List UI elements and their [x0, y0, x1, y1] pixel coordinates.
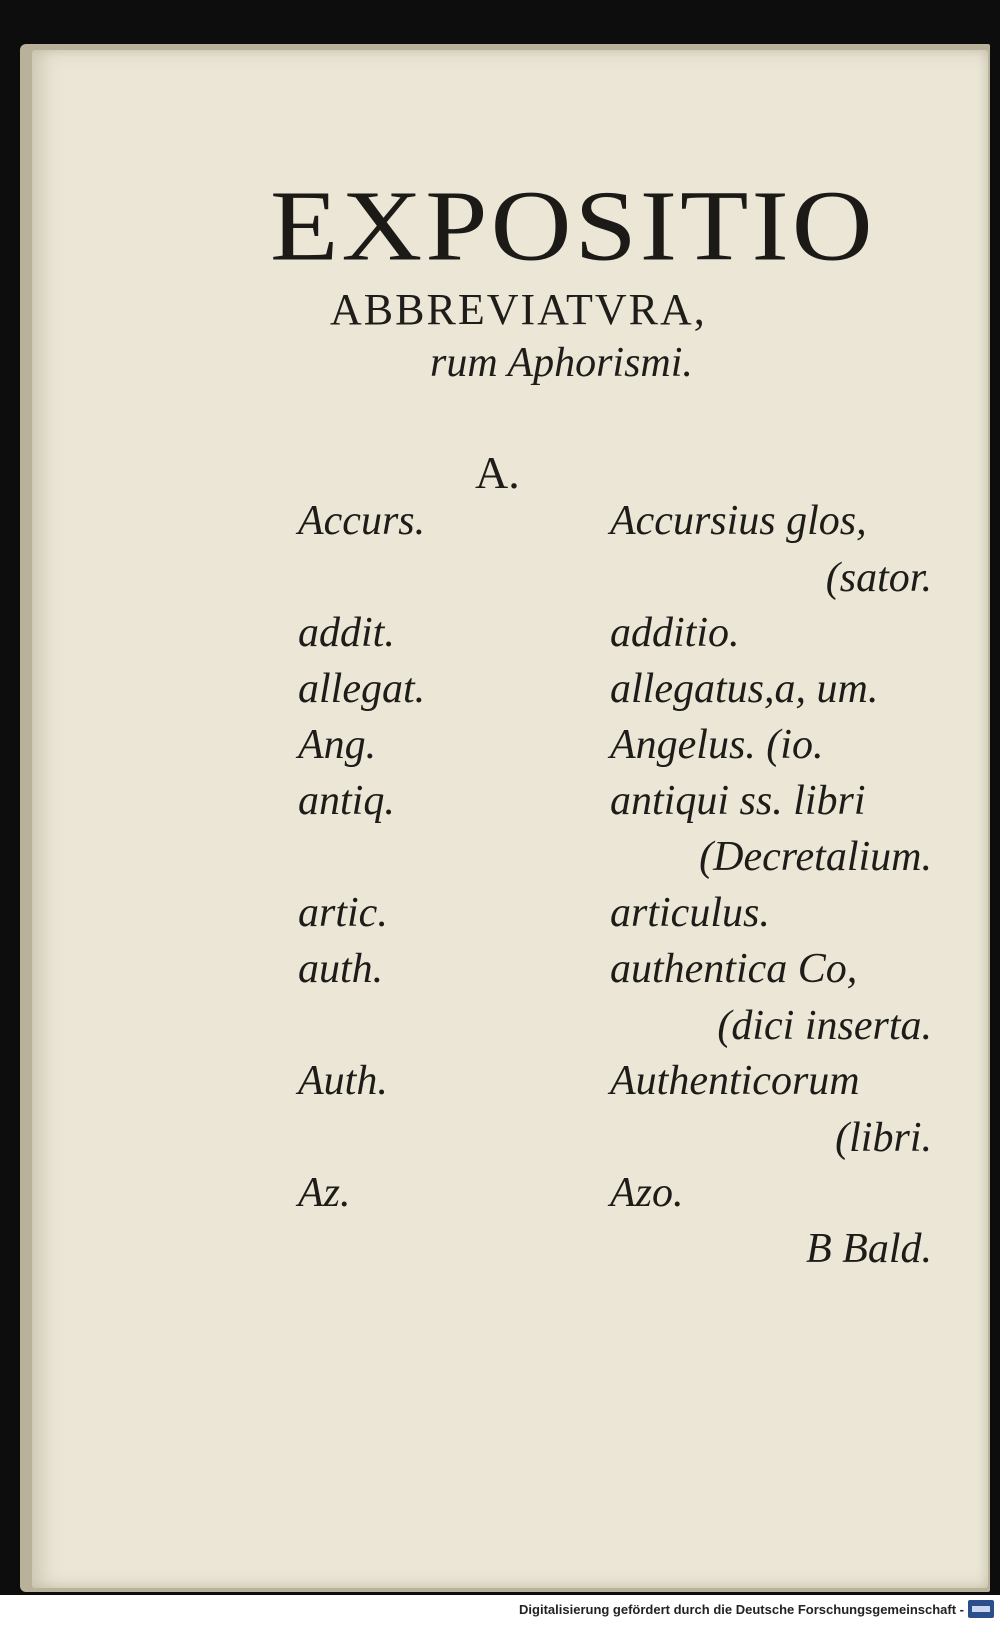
entry-abbreviation: auth. — [298, 946, 384, 992]
entry-expansion: Azo. — [610, 1170, 684, 1216]
page-subtitle-line2: rum Aphorismi. — [430, 340, 693, 386]
entry-abbreviation: artic. — [298, 890, 388, 936]
catchword: B Bald. — [806, 1226, 932, 1272]
entry-expansion: Angelus. (io. — [610, 722, 824, 768]
entry-expansion: authentica Co, — [610, 946, 858, 992]
entry-expansion: additio. — [610, 610, 740, 656]
entry-expansion: articulus. — [610, 890, 770, 936]
entry-expansion: Accursius glos, — [610, 498, 867, 544]
entry-abbreviation: Auth. — [298, 1058, 388, 1104]
entry-abbreviation: Az. — [298, 1170, 351, 1216]
entry-continuation: (sator. — [825, 555, 932, 601]
footer-credit-text: Digitalisierung gefördert durch die Deutsche Forschungsgemeinschaft - — [519, 1602, 964, 1617]
page-title: EXPOSITIO — [270, 170, 876, 282]
entry-continuation: (Decretalium. — [699, 834, 932, 880]
entry-continuation: (dici inserta. — [717, 1003, 932, 1049]
entry-expansion: Authenticorum — [610, 1058, 860, 1104]
page-subtitle-line1: ABBREVIATVRA, — [330, 285, 707, 334]
section-letter: A. — [475, 447, 520, 498]
entry-abbreviation: Accurs. — [298, 498, 426, 544]
entry-abbreviation: antiq. — [298, 778, 395, 824]
entry-expansion: allegatus,a, um. — [610, 666, 879, 712]
entry-expansion: antiqui ss. libri — [610, 778, 866, 824]
entry-continuation: (libri. — [835, 1115, 932, 1161]
dfg-logo-icon — [968, 1600, 994, 1618]
entry-abbreviation: allegat. — [298, 666, 426, 712]
entry-abbreviation: Ang. — [298, 722, 377, 768]
digitization-footer — [0, 1595, 1000, 1625]
entry-abbreviation: addit. — [298, 610, 395, 656]
